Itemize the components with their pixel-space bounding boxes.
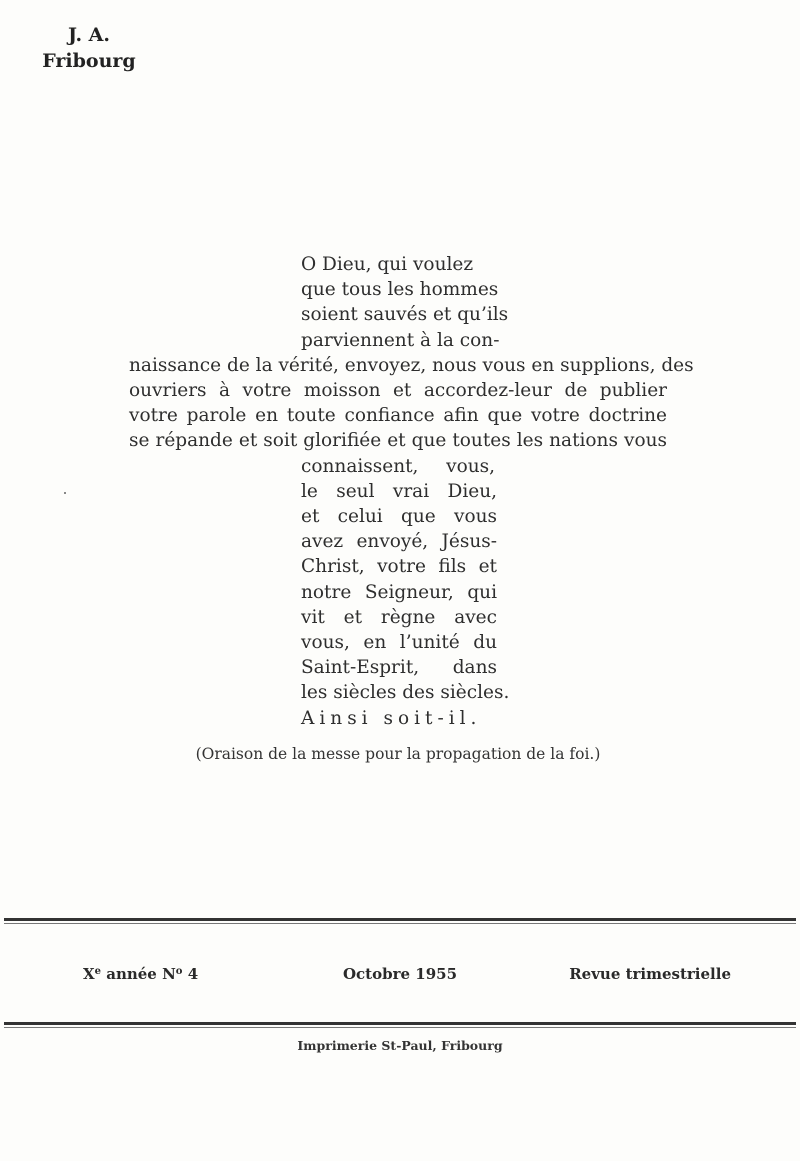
top-divider-thin — [4, 923, 796, 924]
top-divider — [4, 918, 796, 921]
prayer-line: Saint-Esprit, dans — [301, 657, 497, 678]
bottom-divider — [4, 1022, 796, 1025]
prayer-line: Christ, votre fils et — [301, 556, 497, 577]
printer-credit: Imprimerie St-Paul, Fribourg — [297, 1038, 503, 1053]
prayer-line: notre Seigneur, qui — [301, 582, 497, 603]
prayer-line: que tous les hommes — [301, 279, 499, 300]
issue-number: Xe année $N^o$ 4 — [83, 965, 199, 983]
prayer-line: soient sauvés et qu’ils — [301, 304, 509, 325]
prayer-line: O Dieu, qui voulez — [301, 254, 474, 275]
prayer-line: le seul vrai Dieu, — [301, 481, 497, 502]
prayer-line: ouvriers à votre moisson et accordez-leur de publier — [129, 380, 667, 401]
prayer-line: naissance de la vérité, envoyez, nous vous en supplions, des — [129, 355, 694, 376]
prayer-line: les siècles des siècles. — [301, 682, 510, 703]
prayer-line: vit et règne avec — [301, 607, 497, 628]
prayer-attribution: (Oraison de la messe pour la propagation de la foi.) — [195, 745, 601, 763]
prayer-line: parviennent à la con- — [301, 330, 500, 351]
prayer-line: votre parole en toute confiance afin que votre doctrine — [129, 405, 667, 426]
prayer-line: se répande et soit glorifiée et que toutes les nations vous — [129, 430, 667, 451]
header-line-ja: J. A. — [67, 24, 111, 46]
header-line-fribourg: Fribourg — [42, 50, 136, 72]
header-place — [0, 22, 178, 74]
issue-date: Octobre 1955 — [342, 965, 458, 983]
prayer-line: connaissent, vous, — [301, 456, 495, 477]
prayer-line: et celui que vous — [301, 506, 497, 527]
print-speck — [64, 492, 66, 494]
bottom-divider-thin — [4, 1027, 796, 1028]
prayer-line: avez envoyé, Jésus- — [301, 531, 497, 552]
prayer-line: vous, en l’unité du — [301, 632, 497, 653]
prayer-amen: Ainsi soit-il. — [301, 708, 482, 729]
periodicity: Revue trimestrielle — [569, 965, 731, 983]
